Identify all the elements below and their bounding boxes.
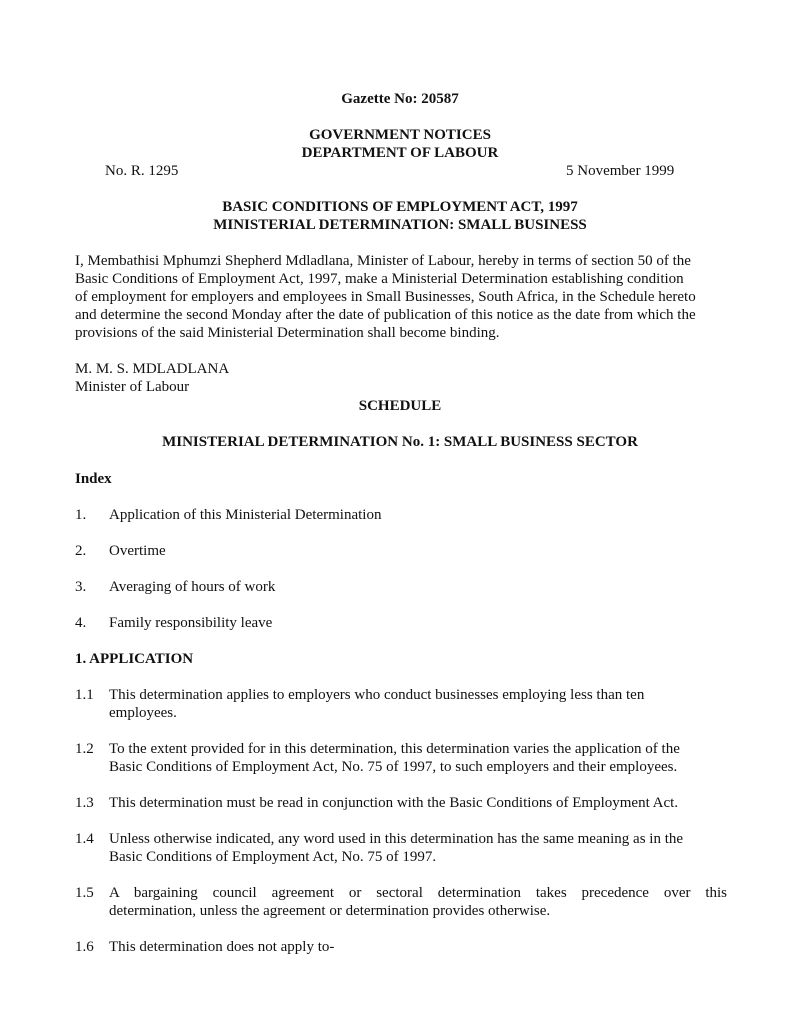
index-heading: Index	[75, 471, 112, 487]
index-item-text: Application of this Ministerial Determination	[109, 507, 382, 523]
clause-line: Basic Conditions of Employment Act, No. 75 of 1997.	[109, 849, 437, 865]
clause-number: 1.2	[75, 741, 94, 757]
notice-date: 5 November 1999	[566, 163, 675, 179]
preamble-line: I, Membathisi Mphumzi Shepherd Mdladlana, Minister of Labour, hereby in terms of section 50 of the	[75, 253, 691, 269]
preamble-line: and determine the second Monday after the date of publication of this notice as the date from which the	[75, 307, 696, 323]
clause-number: 1.5	[75, 885, 94, 901]
signatory-name: M. M. S. MDLADLANA	[75, 361, 230, 377]
index-item-number: 1.	[75, 507, 87, 523]
clause-number: 1.6	[75, 939, 94, 955]
notice-number: No. R. 1295	[105, 163, 179, 179]
act-title: BASIC CONDITIONS OF EMPLOYMENT ACT, 1997	[222, 199, 578, 215]
schedule-heading: SCHEDULE	[358, 398, 442, 414]
notices-heading: GOVERNMENT NOTICES	[309, 127, 491, 143]
determination-title: MINISTERIAL DETERMINATION: SMALL BUSINESS	[213, 217, 587, 233]
clause-line: determination, unless the agreement or determination provides otherwise.	[109, 903, 551, 919]
clause-number: 1.3	[75, 795, 94, 811]
application-heading: 1. APPLICATION	[75, 651, 194, 667]
signatory-role: Minister of Labour	[75, 379, 190, 395]
clause-number: 1.1	[75, 687, 94, 703]
preamble-line: of employment for employers and employees in Small Businesses, South Africa, in the Schedule hereto	[75, 289, 696, 305]
clause-number: 1.4	[75, 831, 94, 847]
index-item-number: 2.	[75, 543, 87, 559]
preamble-line: provisions of the said Ministerial Determination shall become binding.	[75, 325, 500, 341]
clause-line: This determination does not apply to-	[109, 939, 335, 955]
gazette-number: Gazette No: 20587	[341, 91, 459, 107]
clause-line: This determination must be read in conjunction with the Basic Conditions of Employment Act.	[109, 795, 679, 811]
index-item-number: 3.	[75, 579, 87, 595]
clause-line: Basic Conditions of Employment Act, No. 75 of 1997, to such employers and their employees.	[109, 759, 678, 775]
preamble-line: Basic Conditions of Employment Act, 1997, make a Ministerial Determination establishing condition	[75, 271, 684, 287]
schedule-subheading: MINISTERIAL DETERMINATION No. 1: SMALL BUSINESS SECTOR	[162, 434, 638, 450]
department-heading: DEPARTMENT OF LABOUR	[301, 145, 499, 161]
clause-line: employees.	[109, 705, 177, 721]
index-item-text: Overtime	[109, 543, 166, 559]
clause-line: Unless otherwise indicated, any word used in this determination has the same meaning as in the	[109, 831, 684, 847]
index-item-number: 4.	[75, 615, 87, 631]
index-item-text: Averaging of hours of work	[109, 579, 276, 595]
clause-line: To the extent provided for in this determination, this determination varies the application of the	[109, 741, 680, 757]
clause-line: A bargaining council agreement or sectoral determination takes precedence over this	[109, 885, 727, 901]
index-item-text: Family responsibility leave	[109, 615, 273, 631]
clause-line: This determination applies to employers who conduct businesses employing less than ten	[109, 687, 645, 703]
